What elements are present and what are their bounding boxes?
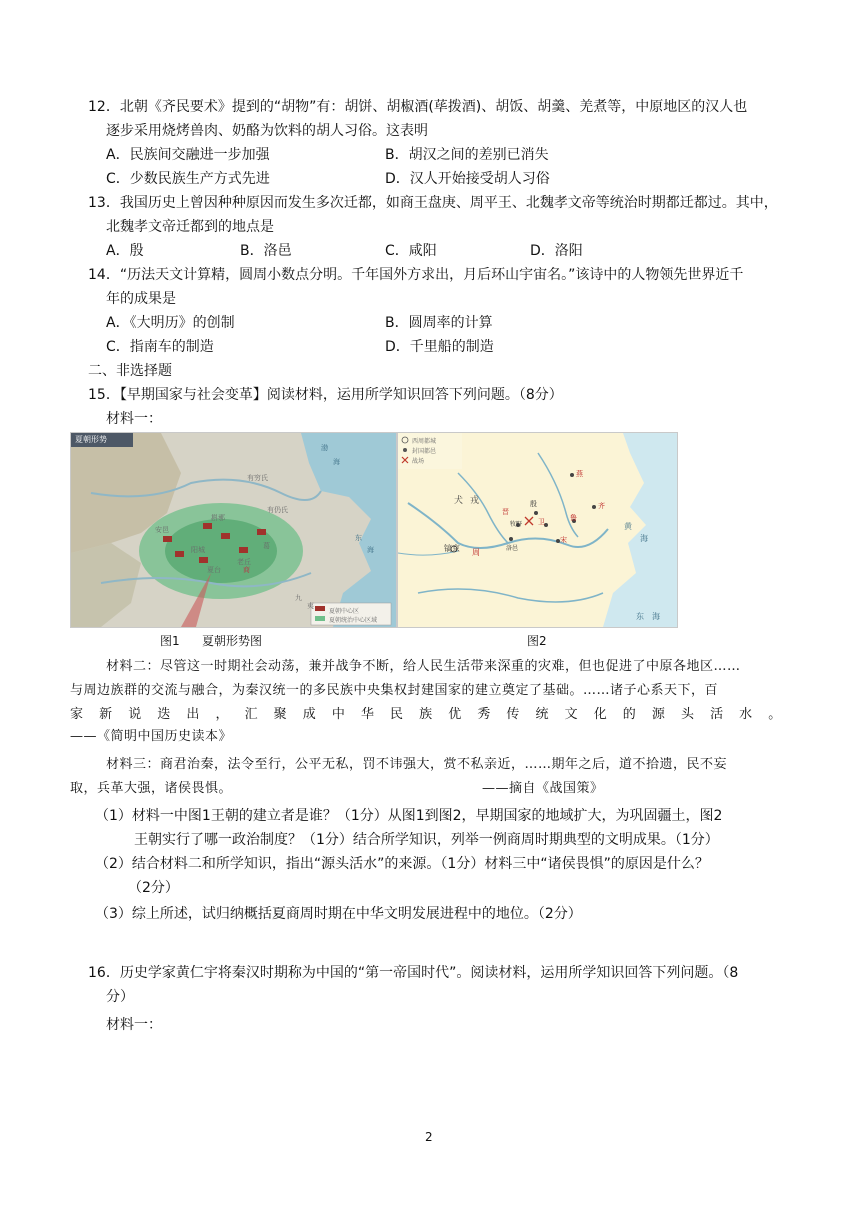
char: 民: [390, 707, 404, 722]
q15-sub3: （3）综上所述，试归纳概括夏商周时期在中华文明发展进程中的地位。（2分）: [95, 906, 582, 922]
q15-material1-label: 材料一：: [106, 411, 162, 427]
section-heading: 二、非选择题: [88, 363, 172, 379]
char: 水: [739, 707, 753, 722]
zhou-label: 洛邑: [506, 545, 519, 552]
material2-source: ——《简明中国历史读本》: [70, 729, 233, 744]
xia-label: 安邑: [155, 526, 169, 534]
zhou-label: 殷: [530, 500, 537, 508]
q15-intro: 15．【早期国家与社会变革】阅读材料，运用所学知识回答下列问题。（8分）: [88, 387, 563, 403]
q14-option-c: C．指南车的制造: [106, 339, 214, 355]
material2-line3: [70, 704, 782, 726]
xia-map: [70, 432, 397, 628]
xia-label: 有穷氏: [247, 474, 268, 482]
zhou-label: 晋: [502, 508, 509, 516]
char: 头: [680, 707, 695, 722]
xia-map-badge: 夏朝形势: [75, 435, 107, 444]
xia-label: 海: [367, 546, 374, 554]
xia-map-graphic: [71, 433, 396, 627]
char: ，: [215, 707, 229, 722]
zhou-legend: 西周都城: [412, 438, 437, 445]
q12-option-b: B．胡汉之间的差别已消失: [385, 147, 549, 163]
q15-sub1-line1: （1）材料一中图1王朝的建立者是谁？（1分）从图1到图2，早期国家的地域扩大，为巩固疆土，图2: [95, 808, 723, 824]
q12-option-c: C．少数民族生产方式先进: [106, 171, 270, 187]
zhou-map: [397, 432, 678, 628]
char: 迭: [157, 707, 171, 722]
material3-line1: 材料三：商君治秦，法令至行，公平无私，罚不讳强大，赏不私亲近，……期年之后，道不拾遗，民不妄: [106, 757, 728, 772]
char: 源: [651, 707, 666, 722]
zhou-label: 海: [652, 612, 660, 621]
xia-label: 东: [355, 534, 362, 542]
char: 中: [331, 707, 346, 722]
xia-label: 阳城: [191, 546, 205, 554]
char: 出: [186, 707, 200, 722]
zhou-legend: 封国都邑: [412, 448, 437, 455]
xia-legend: 夏朝统治中心区域: [329, 617, 378, 624]
zhou-label: 镐京: [444, 544, 460, 553]
char: 传: [506, 707, 520, 722]
q16-material1-label: 材料一：: [106, 1017, 162, 1033]
q12-option-a: A．民族间交融进一步加强: [106, 147, 270, 163]
char: 活: [710, 707, 724, 722]
char: 家: [70, 707, 84, 722]
q13-option-d: D．洛阳: [530, 243, 583, 259]
zhou-label: 东: [636, 612, 644, 621]
xia-label: 九: [295, 594, 302, 602]
xia-label: 海: [333, 458, 340, 466]
xia-legend: 夏朝中心区: [329, 608, 360, 615]
char: 说: [128, 707, 142, 722]
fig1-title: 夏朝形势图: [202, 634, 263, 648]
zhou-label: 齐: [598, 502, 605, 510]
char: 秀: [477, 707, 491, 722]
char: 新: [99, 707, 113, 722]
char: 文: [564, 707, 579, 722]
char: 优: [448, 707, 462, 722]
q12-line1: 12．北朝《齐民要术》提到的“胡物”有：胡饼、胡椒酒(荜拨酒)、胡饭、胡羹、羌煮等，中原地区的汉人也: [88, 99, 748, 115]
q13-option-c: C．咸阳: [385, 243, 437, 259]
fig2-caption: 图2: [527, 634, 547, 648]
q13-option-b: B．洛邑: [240, 243, 292, 259]
q13-line2: 北魏孝文帝迁都到的地点是: [106, 219, 274, 235]
zhou-label: 犬: [454, 496, 464, 506]
zhou-map-graphic: [398, 433, 677, 627]
xia-label: 葛: [263, 542, 270, 550]
q14-line2: 年的成果是: [106, 291, 176, 307]
q14-option-b: B．圆周率的计算: [385, 315, 493, 331]
q13-line1: 13．我国历史上曾因种种原因而发生多次迁都，如商王盘庚、周平王、北魏孝文帝等统治时期都迁都过。其中，: [88, 195, 778, 211]
q15-sub2-line2: （2分）: [128, 880, 179, 896]
char: 聚: [273, 707, 288, 722]
material2-line1: 材料二：尽管这一时期社会动荡，兼并战争不断，给人民生活带来深重的灾难，但也促进了中原各地区……: [106, 659, 741, 674]
xia-label: 商: [243, 566, 250, 574]
xia-label: 斟鄩: [211, 514, 225, 522]
q16-line2: 分）: [106, 989, 134, 1005]
q14-option-a: A．《大明历》的创制: [106, 315, 235, 331]
q13-option-a: A．殷: [106, 243, 144, 259]
xia-label: 渤: [321, 444, 328, 452]
q15-sub2-line1: （2）结合材料二和所学知识，指出“源头活水”的来源。（1分）材料三中“诸侯畏惧”的原因是什么？: [95, 856, 709, 872]
page-number: 2: [425, 1130, 433, 1144]
fig1-number: 图1: [160, 634, 180, 648]
q12-line2: 逐步采用烧烤兽肉、奶酪为饮料的胡人习俗。这表明: [106, 123, 428, 139]
char: 成: [302, 707, 317, 722]
xia-label: 有仍氏: [267, 506, 288, 514]
xia-label: 老丘: [237, 558, 251, 566]
zhou-label: 牧野: [510, 521, 523, 528]
q14-line1: 14．“历法天文计算精，圆周小数点分明。千年国外方求出，月后环山宇宙名。”该诗中的人物领先世界近千: [88, 267, 744, 283]
char: 华: [360, 707, 375, 722]
char: 。: [768, 707, 782, 722]
q15-sub1-line2: 王朝实行了哪一政治制度？（1分）结合所学知识，列举一例商周时期典型的文明成果。（1分）: [134, 832, 719, 848]
char: 汇: [244, 707, 259, 722]
q16-line1: 16．历史学家黄仁宇将秦汉时期称为中国的“第一帝国时代”。阅读材料，运用所学知识回答下列问题。（8: [88, 965, 739, 981]
char: 族: [419, 707, 433, 722]
zhou-legend: 战场: [412, 458, 425, 465]
char: 的: [622, 707, 637, 722]
zhou-label: 宋: [560, 536, 567, 544]
zhou-label: 戎: [470, 496, 480, 506]
char: 化: [593, 707, 608, 722]
zhou-label: 燕: [576, 470, 583, 478]
char: 统: [535, 707, 550, 722]
zhou-label: 鲁: [570, 514, 577, 522]
material2-line2: 与周边族群的交流与融合，为秦汉统一的多民族中央集权封建国家的建立奠定了基础。……诸子心系天下，百: [70, 683, 719, 698]
q14-option-d: D．千里船的制造: [385, 339, 494, 355]
material3-source: ——摘自《战国策》: [482, 781, 604, 796]
xia-label: 夷: [307, 602, 314, 610]
xia-label: 夏台: [207, 566, 221, 574]
zhou-label: 周: [472, 548, 480, 557]
material3-line2: 取，兵革大强，诸侯畏惧。: [70, 781, 233, 796]
q12-option-d: D．汉人开始接受胡人习俗: [385, 171, 550, 187]
zhou-label: 海: [640, 534, 648, 543]
zhou-label: 卫: [538, 518, 545, 526]
zhou-label: 黄: [624, 522, 632, 531]
